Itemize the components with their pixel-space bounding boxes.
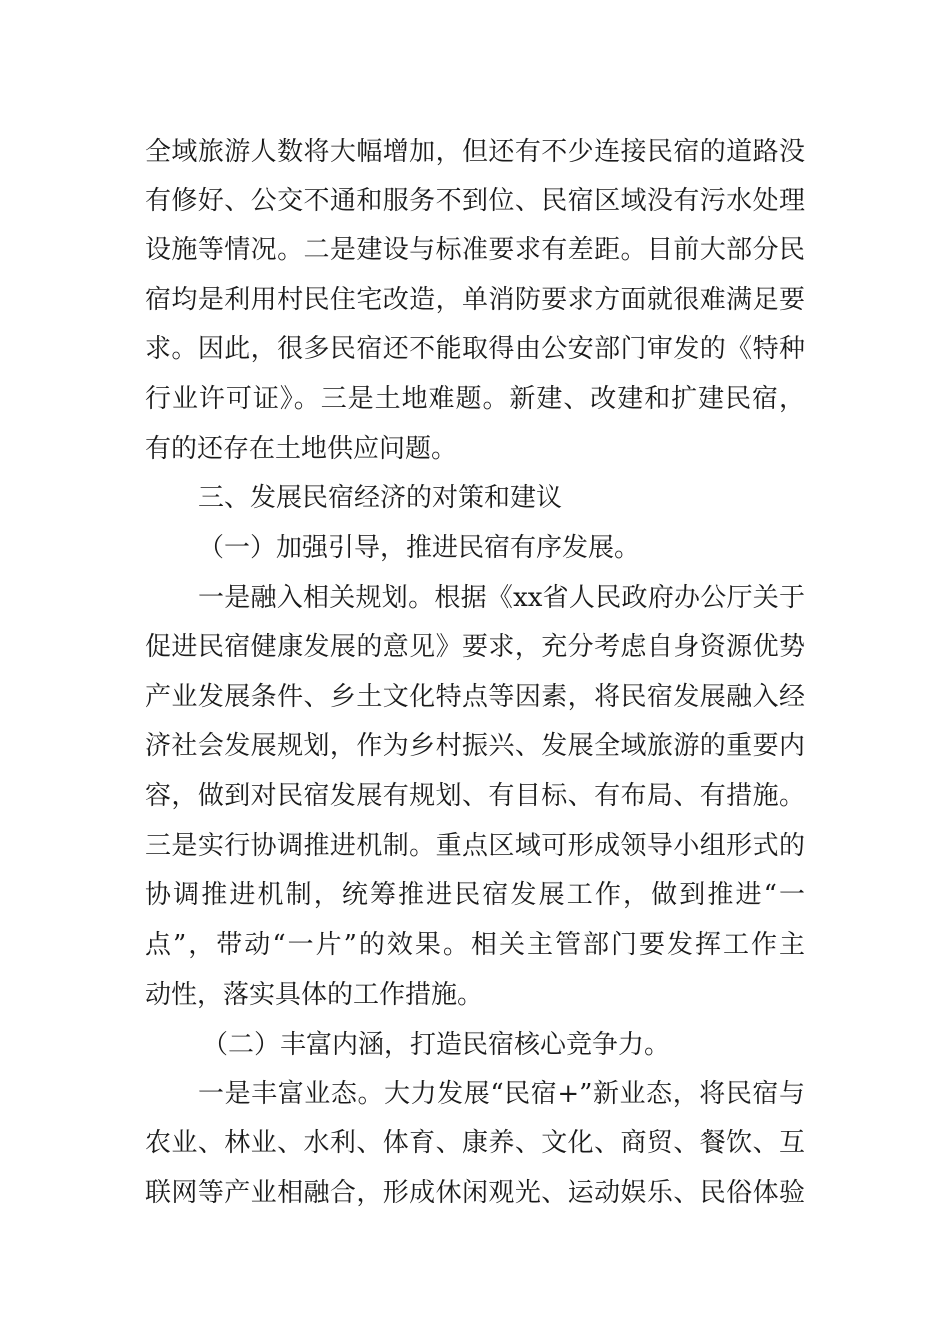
paragraph-line: 点”，带动“一片”的效果。相关主管部门要发挥工作主 bbox=[145, 930, 805, 960]
paragraph-line: 济社会发展规划，作为乡村振兴、发展全域旅游的重要内 bbox=[145, 731, 805, 761]
paragraph-line: 动性，落实具体的工作措施。 bbox=[145, 980, 484, 1010]
section-heading: 三、发展民宿经济的对策和建议 bbox=[198, 483, 563, 513]
paragraph-line: 设施等情况。二是建设与标准要求有差距。目前大部分民 bbox=[145, 235, 805, 265]
subsection-heading: （二）丰富内涵，打造民宿核心竞争力。 bbox=[202, 1030, 671, 1060]
paragraph-line: 行业许可证》。三是土地难题。新建、改建和扩建民宿， bbox=[145, 384, 805, 414]
paragraph-line: 促进民宿健康发展的意见》要求，充分考虑自身资源优势 bbox=[145, 632, 805, 662]
paragraph-line: 三是实行协调推进机制。重点区域可形成领导小组形式的 bbox=[145, 831, 805, 861]
paragraph-line: 有修好、公交不通和服务不到位、民宿区域没有污水处理 bbox=[145, 186, 805, 216]
paragraph-line: 一是丰富业态。大力发展“民宿+”新业态，将民宿与 bbox=[198, 1079, 805, 1109]
paragraph-line: 容，做到对民宿发展有规划、有目标、有布局、有措施。 bbox=[145, 781, 805, 811]
paragraph-line: 产业发展条件、乡土文化特点等因素，将民宿发展融入经 bbox=[145, 682, 805, 712]
paragraph-line: 一是融入相关规划。根据《xx省人民政府办公厅关于 bbox=[198, 583, 805, 613]
paragraph-line: 有的还存在土地供应问题。 bbox=[145, 434, 458, 464]
paragraph-line: 协调推进机制，统筹推进民宿发展工作，做到推进“一 bbox=[145, 880, 805, 910]
paragraph-line: 联网等产业相融合，形成休闲观光、运动娱乐、民俗体验 bbox=[145, 1178, 805, 1208]
paragraph-line: 宿均是利用村民住宅改造，单消防要求方面就很难满足要 bbox=[145, 285, 805, 315]
subsection-heading: （一）加强引导，推进民宿有序发展。 bbox=[198, 533, 641, 563]
paragraph-line: 农业、林业、水利、体育、康养、文化、商贸、餐饮、互 bbox=[145, 1128, 805, 1158]
paragraph-line: 求。因此，很多民宿还不能取得由公安部门审发的《特种 bbox=[145, 334, 805, 364]
paragraph-line: 全域旅游人数将大幅增加，但还有不少连接民宿的道路没 bbox=[145, 137, 805, 167]
